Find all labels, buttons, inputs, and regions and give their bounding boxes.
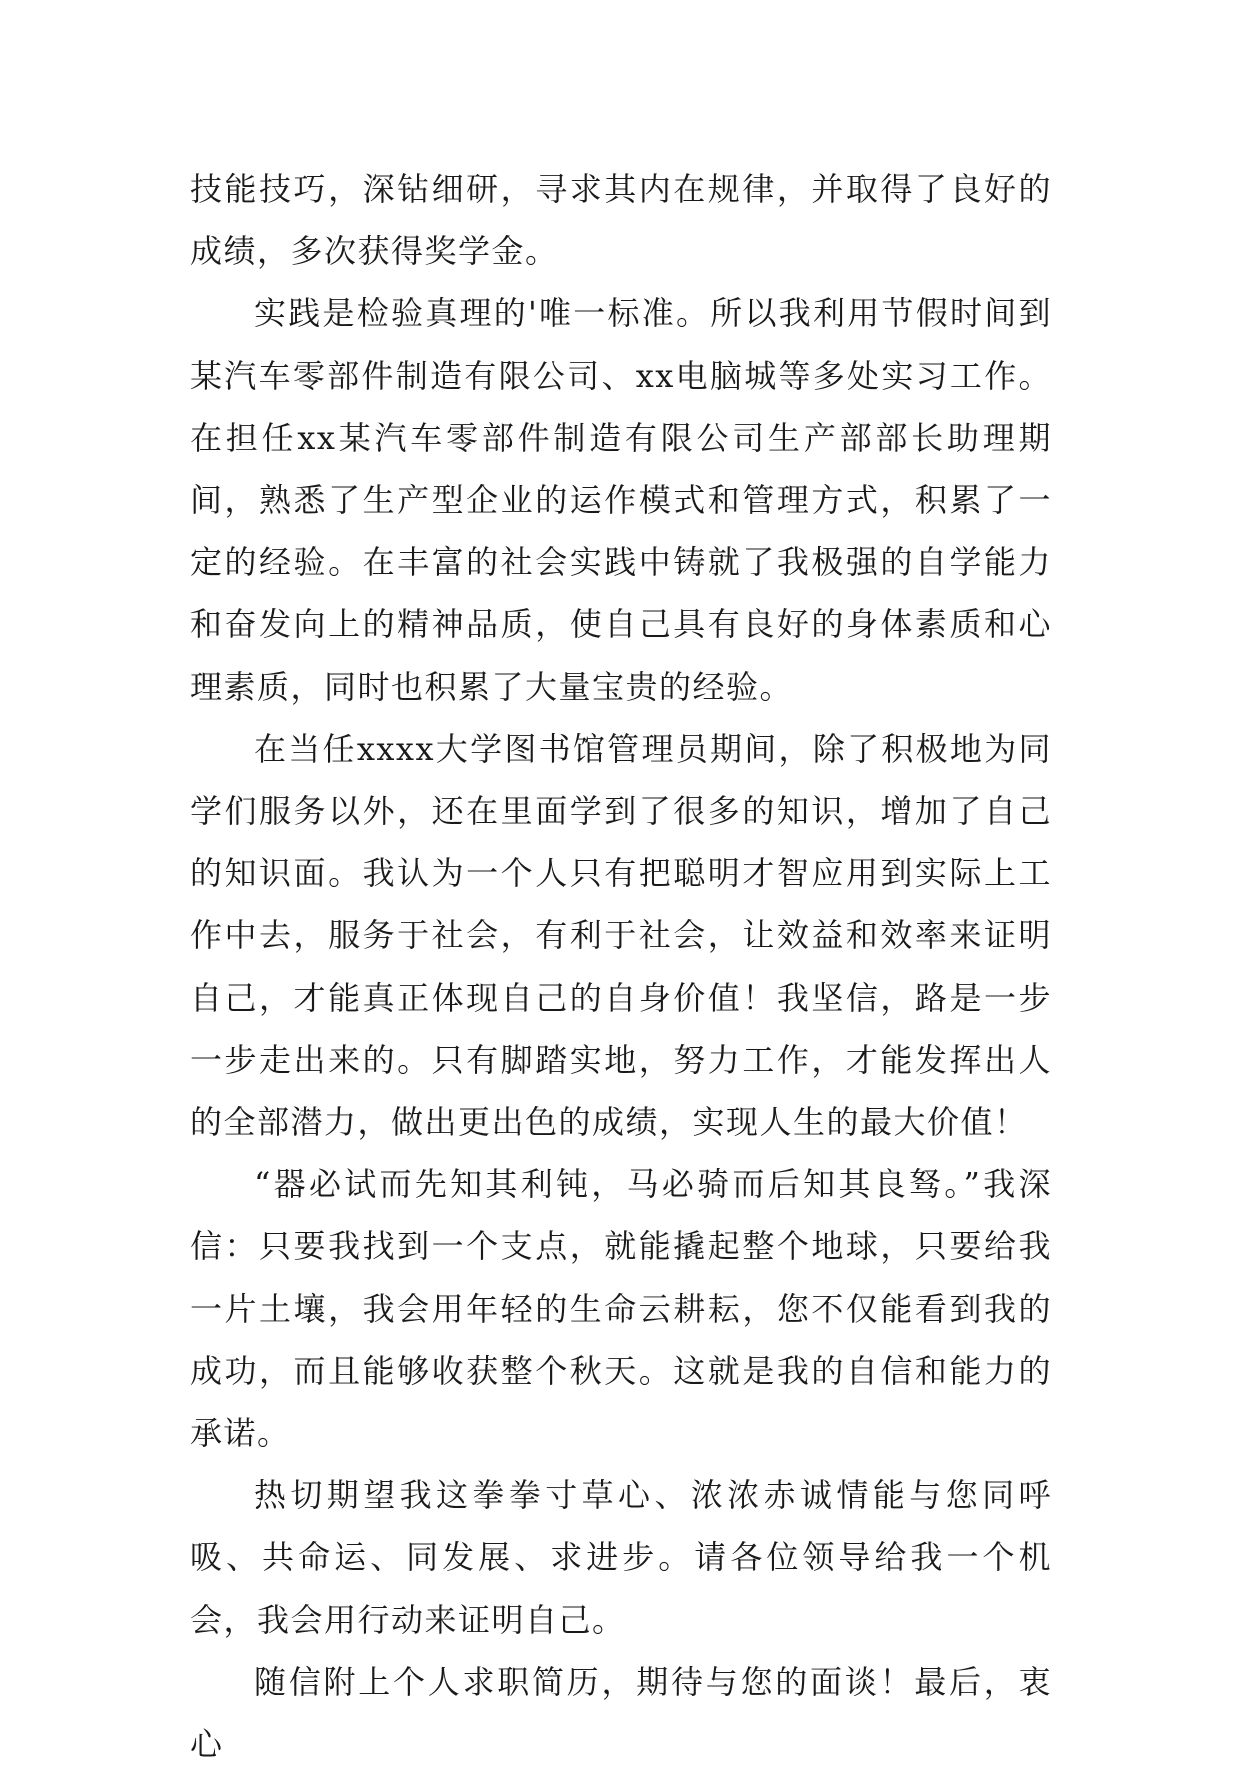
document-body (190, 158, 1052, 1775)
paragraph-6: 随信附上个人求职简历，期待与您的面谈！最后，衷心 (190, 1662, 1052, 1764)
paragraph-1: 技能技巧，深钻细研，寻求其内在规律，并取得了良好的成绩，多次获得奖学金。 (190, 170, 1052, 271)
paragraph-2: 实践是检验真理的'唯一标准。所以我利用节假时间到某汽车零部件制造有限公司、xx电脑城等多处实习工作。在担任xx某汽车零部件制造有限公司生产部部长助理期间，熟悉了生产型企业的运作模式和管理方式，积累了一定的经验。在丰富的社会实践中铸就了我极强的自学能力和奋发向上的精神品质，使自己具有良好的身体素质和心理素质，同时也积累了大量宝贵的经验。 (190, 294, 1052, 706)
paragraph-3: 在当任xxxx大学图书馆管理员期间，除了积极地为同学们服务以外，还在里面学到了很多的知识，增加了自己的知识面。我认为一个人只有把聪明才智应用到实际上工作中去，服务于社会，有利于社会，让效益和效率来证明自己，才能真正体现自己的自身价值！我坚信，路是一步一步走出来的。只有脚踏实地，努力工作，才能发挥出人的全部潜力，做出更出色的成绩，实现人生的最大价值！ (190, 729, 1052, 1142)
paragraph-5: 热切期望我这拳拳寸草心、浓浓赤诚情能与您同呼吸、共命运、同发展、求进步。请各位领导给我一个机会，我会用行动来证明自己。 (190, 1476, 1052, 1639)
paragraph-4: “器必试而先知其利钝，马必骑而后知其良驽。”我深信：只要我找到一个支点，就能撬起整个地球，只要给我一片土壤，我会用年轻的生命云耕耘，您不仅能看到我的成功，而且能够收获整个秋天。这就是我的自信和能力的承诺。 (190, 1165, 1052, 1453)
